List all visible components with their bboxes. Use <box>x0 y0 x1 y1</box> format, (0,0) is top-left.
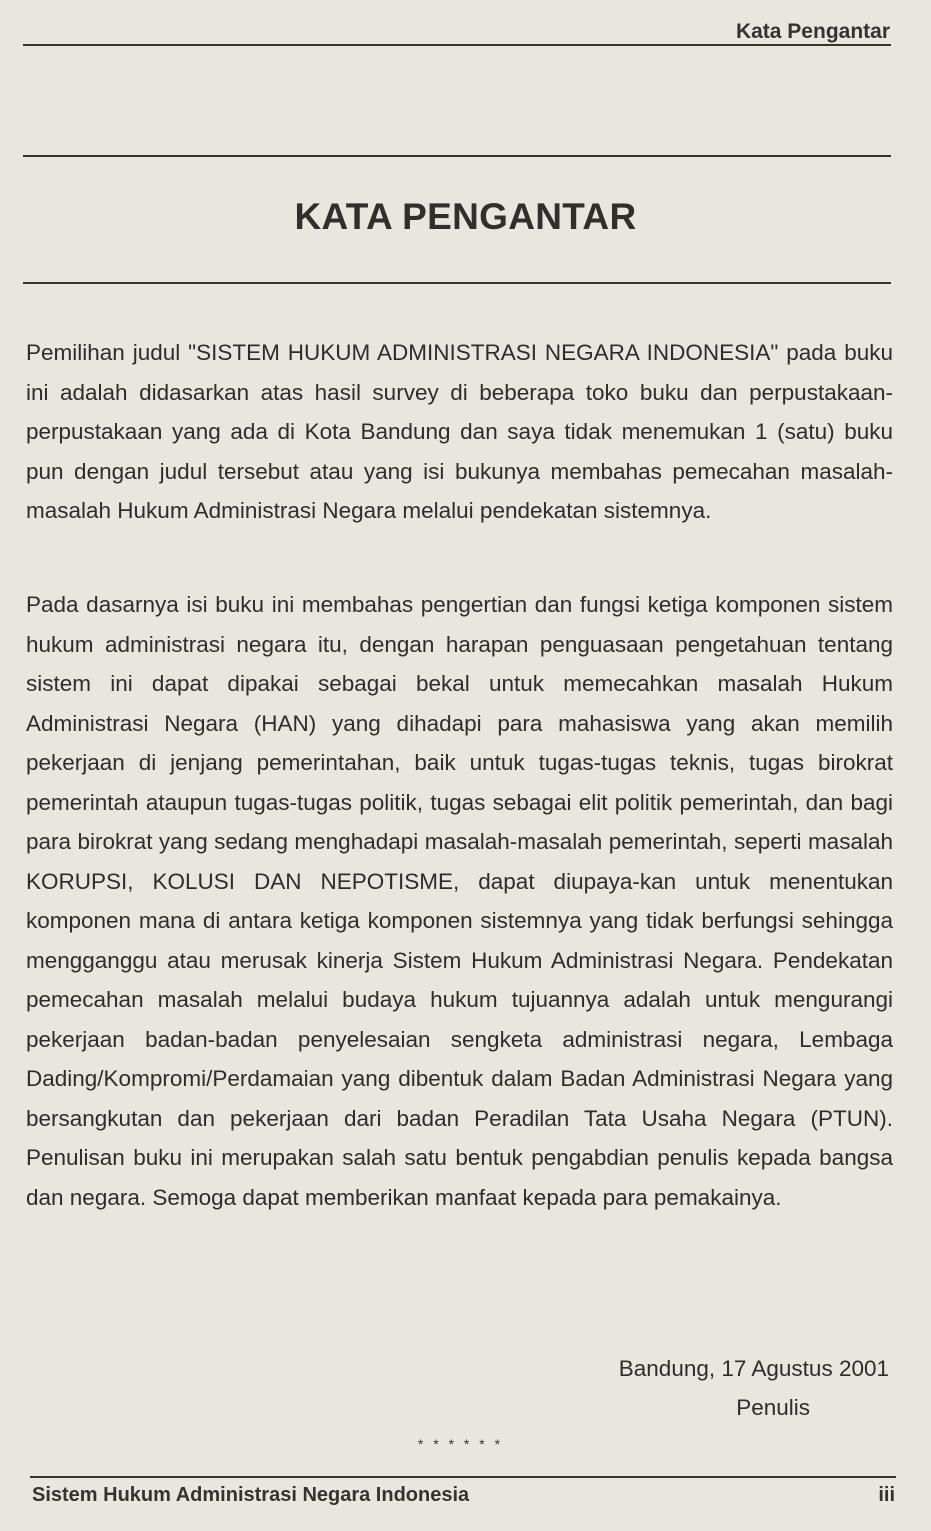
footer-book-title: Sistem Hukum Administrasi Negara Indonesia <box>32 1484 470 1506</box>
title-rule-top <box>23 155 891 157</box>
page-number: iii <box>878 1484 895 1506</box>
place-date: Bandung, 17 Agustus 2001 <box>618 1356 889 1381</box>
end-separator: * * * * * * <box>417 1436 504 1452</box>
running-header: Kata Pengantar <box>735 20 890 43</box>
footer-rule <box>30 1476 896 1478</box>
paragraph-2: Pada dasarnya isi buku ini membahas pengertian dan fungsi ketiga komponen sistem hukum administrasi negara itu, dengan harapan penguasaan pengetahuan tentang sistem ini dapat dipakai sebagai bekal untuk memecahkan masalah Hukum Administrasi Negara (HAN) yang dihadapi para mahasiswa yang akan memilih pekerjaan di jenjang pemerintahan, baik untuk tugas-tugas teknis, tugas birokrat pemerintah ataupun tugas-tugas politik, tugas sebagai elit politik pemerintah, dan bagi para birokrat yang sedang menghadapi masalah-masalah pemerintah, seperti masalah KORUPSI, KOLUSI DAN NEPOTISME, dapat diupaya-kan untuk menentukan komponen mana di antara ketiga komponen sistemnya yang tidak berfungsi sehingga mengganggu atau merusak kinerja Sistem Hukum Administrasi Negara. Pendekatan pemecahan masalah melalui budaya hukum tujuannya adalah untuk mengurangi pekerjaan badan-badan penyelesaian sengketa administrasi negara, Lembaga Dading/Kompromi/Perdamaian yang dibentuk dalam Badan Administrasi Negara yang bersangkutan dan pekerjaan dari badan Peradilan Tata Usaha Negara (PTUN). Penulisan buku ini merupakan salah satu bentuk pengabdian penulis kepada bangsa dan negara. Semoga dapat memberikan manfaat kepada para pemakainya. <box>26 592 893 1210</box>
paragraph-1: Pemilihan judul "SISTEM HUKUM ADMINISTRASI NEGARA INDONESIA" pada buku ini adalah didasarkan atas hasil survey di beberapa toko buku dan perpustakaan-perpustakaan yang ada di Kota Bandung dan saya tidak menemukan 1 (satu) buku pun dengan judul tersebut atau yang isi bukunya membahas pemecahan masalah-masalah Hukum Administrasi Negara melalui pendekatan sistemnya. <box>26 340 893 523</box>
header-rule <box>23 44 891 46</box>
title-rule-bottom <box>23 282 891 284</box>
page-title: KATA PENGANTAR <box>294 196 637 237</box>
author-signoff: Penulis <box>736 1395 810 1420</box>
